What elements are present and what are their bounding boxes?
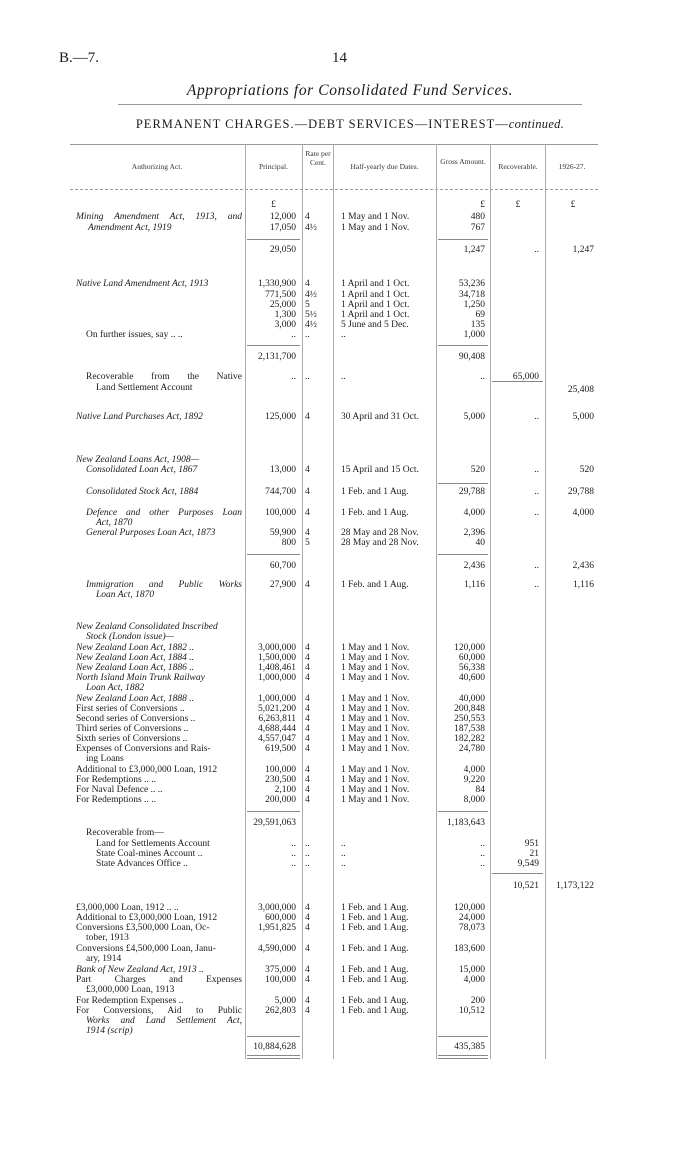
cell-gross: 4,000 (463, 765, 485, 775)
cell-gross: 24,000 (458, 913, 485, 923)
cell-recoverable: .. (534, 487, 539, 497)
cell-principal: 262,803 (265, 1006, 296, 1016)
cell-act: Recoverable from— (86, 828, 164, 838)
cell-act: For Redemptions .. .. (76, 775, 156, 785)
cell-principal: 27,900 (269, 580, 296, 590)
cell-gross: 200,848 (454, 704, 485, 714)
cell-rate: 4 (305, 1006, 310, 1016)
cell-act: State Coal-mines Account .. (96, 849, 203, 859)
cell-year: 520 (579, 465, 594, 475)
total-rule (438, 239, 488, 240)
total-rule (247, 554, 300, 555)
cell-year: 29,788 (567, 487, 594, 497)
cell-principal: 4,590,000 (258, 944, 296, 954)
cell-dates: 30 April and 31 Oct. (341, 412, 419, 422)
cell-rate: 5 (305, 538, 310, 548)
cell-dates: 1 May and 1 Nov. (341, 775, 410, 785)
cell-gross: 120,000 (454, 643, 485, 653)
cell-act: Additional to £3,000,000 Loan, 1912 (76, 913, 218, 923)
cell-principal: 1,000,000 (258, 694, 296, 704)
cell-gross: 4,000 (463, 975, 485, 985)
cell-gross: 5,000 (463, 412, 485, 422)
cell-dates: 1 May and 1 Nov. (341, 673, 410, 683)
cell-principal: .. (291, 330, 296, 340)
total-rule (438, 483, 488, 484)
cell-act: Loan Act, 1870 (96, 590, 155, 600)
cell-principal: .. (291, 372, 296, 382)
cell-act: Native Land Purchases Act, 1892 (76, 412, 203, 422)
cell-principal: 2,100 (274, 785, 296, 795)
cell-rate: 4 (305, 944, 310, 954)
column-rule (545, 144, 546, 1059)
cell-dates: .. (341, 849, 346, 859)
cell-gross: 69 (475, 310, 485, 320)
cell-rate: 4½ (305, 320, 317, 330)
unit-recoverable: £ (515, 200, 521, 210)
cell-rate: 4 (305, 795, 310, 805)
cell-principal: 600,000 (265, 913, 296, 923)
cell-gross: 9,220 (463, 775, 485, 785)
cell-recoverable: .. (534, 580, 539, 590)
cell-gross: 4,000 (463, 508, 485, 518)
cell-rate: 4 (305, 975, 310, 985)
cell-gross: 34,718 (458, 290, 485, 300)
cell-principal: .. (291, 859, 296, 869)
cell-principal: 375,000 (265, 965, 296, 975)
cell-act: tober, 1913 (86, 933, 129, 943)
cell-gross: 1,000 (463, 330, 485, 340)
cell-act: Additional to £3,000,000 Loan, 1912 (76, 765, 218, 775)
cell-gross: 53,236 (458, 279, 485, 289)
cell-act: North Island Main Trunk Railway (76, 673, 205, 683)
cell-act: On further issues, say .. .. (86, 330, 183, 340)
cell-dates: 5 June and 5 Dec. (341, 320, 409, 330)
cell-act: Act, 1870 (96, 518, 133, 528)
cell-principal: .. (291, 849, 296, 859)
cell-principal: 100,000 (265, 765, 296, 775)
cell-principal: 25,000 (269, 300, 296, 310)
cell-year: 1,116 (572, 580, 594, 590)
cell-recoverable: 65,000 (512, 372, 539, 382)
cell-rate: 4 (305, 765, 310, 775)
cell-principal: .. (291, 839, 296, 849)
cell-rate: 4 (305, 903, 310, 913)
cell-act: Native Land Amendment Act, 1913 (76, 279, 209, 289)
cell-act: Part Charges and Expenses (76, 975, 242, 985)
cell-recoverable: .. (534, 508, 539, 518)
cell-act: Stock (London issue)— (86, 632, 175, 642)
cell-rate: .. (305, 839, 310, 849)
cell-principal: 1,408,461 (258, 663, 296, 673)
cell-dates: 1 Feb. and 1 Aug. (341, 1006, 409, 1016)
cell-act: New Zealand Loan Act, 1888 .. (76, 694, 195, 704)
cell-gross: 1,116 (463, 580, 485, 590)
cell-dates: .. (341, 859, 346, 869)
col-header-year: 1926-27. (558, 162, 586, 171)
cell-dates: 1 April and 1 Oct. (341, 290, 410, 300)
cell-dates: 1 May and 1 Nov. (341, 223, 410, 233)
cell-gross: 200 (470, 996, 485, 1006)
cell-principal: 3,000,000 (258, 643, 296, 653)
cell-principal: 1,300 (274, 310, 296, 320)
cell-rate: 5½ (305, 310, 317, 320)
cell-dates: 1 May and 1 Nov. (341, 663, 410, 673)
cell-rate: 4 (305, 734, 310, 744)
cell-gross: 60,000 (458, 653, 485, 663)
cell-gross: 24,780 (458, 744, 485, 754)
cell-rate: 4 (305, 694, 310, 704)
cell-gross: 187,538 (454, 724, 485, 734)
cell-rate: 4 (305, 528, 310, 538)
cell-rate: 4 (305, 996, 310, 1006)
cell-act: Sixth series of Conversions .. (76, 734, 188, 744)
cell-dates: 1 April and 1 Oct. (341, 310, 410, 320)
cell-dates: 1 Feb. and 1 Aug. (341, 944, 409, 954)
cell-dates: 1 Feb. and 1 Aug. (341, 580, 409, 590)
cell-rate: 4 (305, 412, 310, 422)
cell-dates: 1 May and 1 Nov. (341, 643, 410, 653)
cell-dates: 1 Feb. and 1 Aug. (341, 923, 409, 933)
cell-act: New Zealand Loan Act, 1882 .. (76, 643, 195, 653)
col-header-act: Authorizing Act. (131, 162, 183, 171)
cell-act: For Naval Defence .. .. (76, 785, 163, 795)
cell-dates: 1 May and 1 Nov. (341, 795, 410, 805)
cell-rate: 4 (305, 487, 310, 497)
cell-rate: .. (305, 849, 310, 859)
cell-act: New Zealand Consolidated Inscribed (76, 622, 218, 632)
cell-gross: .. (480, 859, 485, 869)
cell-gross: .. (480, 372, 485, 382)
cell-principal: 200,000 (265, 795, 296, 805)
cell-dates: .. (341, 330, 346, 340)
cell-act: 1914 (scrip) (86, 1026, 133, 1036)
cell-principal: 4,688,444 (258, 724, 296, 734)
cell-dates: 1 May and 1 Nov. (341, 714, 410, 724)
cell-recoverable: 9,549 (517, 859, 539, 869)
cell-principal: 29,050 (269, 245, 296, 255)
cell-principal: 800 (281, 538, 296, 548)
cell-act: £3,000,000 Loan, 1913 (86, 985, 175, 995)
cell-principal: 3,000,000 (258, 903, 296, 913)
cell-act: Consolidated Loan Act, 1867 (86, 465, 198, 475)
cell-principal: 2,131,700 (258, 352, 296, 362)
total-rule (247, 1036, 300, 1037)
cell-rate: 4 (305, 279, 310, 289)
cell-principal: 17,050 (269, 223, 296, 233)
cell-year: 25,408 (567, 385, 594, 395)
cell-act: For Redemption Expenses .. (76, 996, 184, 1006)
title-rule (118, 104, 582, 105)
cell-rate: 4 (305, 714, 310, 724)
cell-dates: 1 Feb. and 1 Aug. (341, 487, 409, 497)
cell-gross: 250,553 (454, 714, 485, 724)
column-rule (333, 144, 334, 1059)
cell-gross: 520 (470, 465, 485, 475)
cell-act: Works and Land Settlement Act, (86, 1016, 242, 1026)
cell-gross: 78,073 (458, 923, 485, 933)
cell-rate: 5 (305, 300, 310, 310)
cell-principal: 744,700 (265, 487, 296, 497)
cell-principal: 12,000 (269, 212, 296, 222)
cell-rate: 4 (305, 923, 310, 933)
cell-dates: .. (341, 372, 346, 382)
page-number: 14 (332, 50, 347, 66)
cell-gross: 40,000 (458, 694, 485, 704)
cell-act: ary, 1914 (86, 954, 122, 964)
cell-rate: 4 (305, 663, 310, 673)
cell-dates: 1 Feb. and 1 Aug. (341, 965, 409, 975)
cell-principal: 29,591,063 (253, 818, 296, 828)
total-rule (247, 239, 300, 240)
cell-principal: 1,500,000 (258, 653, 296, 663)
cell-rate: 4 (305, 744, 310, 754)
total-rule (492, 873, 543, 874)
cell-principal: 1,000,000 (258, 673, 296, 683)
cell-year: 4,000 (572, 508, 594, 518)
cell-rate: .. (305, 859, 310, 869)
cell-act: New Zealand Loan Act, 1886 .. (76, 663, 195, 673)
cell-gross: 2,436 (463, 561, 485, 571)
cell-gross: 480 (470, 212, 485, 222)
cell-act: For Conversions, Aid to Public (76, 1006, 242, 1016)
cell-dates: 1 May and 1 Nov. (341, 212, 410, 222)
cell-act: Mining Amendment Act, 1913, and (76, 212, 242, 222)
cell-act: Second series of Conversions .. (76, 714, 196, 724)
cell-rate: 4 (305, 775, 310, 785)
cell-dates: 15 April and 15 Oct. (341, 465, 419, 475)
cell-dates: 28 May and 28 Nov. (341, 538, 419, 548)
cell-gross: 435,385 (454, 1042, 485, 1052)
cell-principal: 60,700 (269, 561, 296, 571)
column-rule (302, 144, 303, 1059)
cell-act: Recoverable from the Native (86, 372, 242, 382)
cell-gross: 1,183,643 (447, 818, 485, 828)
document-code: B.—7. (59, 50, 100, 66)
cell-gross: 40,600 (458, 673, 485, 683)
total-rule (492, 381, 543, 382)
subtitle-continued: continued. (508, 117, 565, 131)
cell-act: £3,000,000 Loan, 1912 .. .. (76, 903, 179, 913)
cell-year: 1,173,122 (556, 881, 594, 891)
cell-rate: 4 (305, 643, 310, 653)
cell-gross: 84 (475, 785, 485, 795)
cell-gross: 56,338 (458, 663, 485, 673)
cell-act: State Advances Office .. (96, 859, 188, 869)
cell-recoverable: .. (534, 412, 539, 422)
cell-principal: 4,557,047 (258, 734, 296, 744)
cell-gross: 10,512 (458, 1006, 485, 1016)
cell-act: New Zealand Loans Act, 1908— (76, 455, 200, 465)
cell-rate: 4 (305, 673, 310, 683)
cell-recoverable: 21 (529, 849, 539, 859)
cell-act: Amendment Act, 1919 (88, 223, 172, 233)
cell-gross: 135 (470, 320, 485, 330)
total-rule (438, 1036, 488, 1037)
cell-rate: .. (305, 372, 310, 382)
cell-principal: 3,000 (274, 320, 296, 330)
cell-dates: 1 May and 1 Nov. (341, 785, 410, 795)
table-top-rule (70, 144, 598, 145)
cell-act: New Zealand Loan Act, 1884 .. (76, 653, 195, 663)
cell-rate: 4 (305, 653, 310, 663)
cell-dates: 1 April and 1 Oct. (341, 300, 410, 310)
cell-rate: 4 (305, 212, 310, 222)
cell-act: Land for Settlements Account (96, 839, 210, 849)
cell-principal: 100,000 (265, 508, 296, 518)
total-rule (438, 811, 488, 812)
cell-dates: 1 Feb. and 1 Aug. (341, 996, 409, 1006)
cell-recoverable: .. (534, 561, 539, 571)
total-rule (438, 554, 488, 555)
cell-rate: 4 (305, 965, 310, 975)
cell-year: 5,000 (572, 412, 594, 422)
total-rule (247, 345, 300, 346)
cell-rate: 4 (305, 724, 310, 734)
cell-recoverable: 10,521 (512, 881, 539, 891)
cell-recoverable: .. (534, 245, 539, 255)
col-header-dates: Half-yearly due Dates. (350, 162, 419, 171)
cell-gross: 90,408 (458, 352, 485, 362)
cell-principal: 10,884,628 (253, 1042, 296, 1052)
column-rule (490, 144, 491, 1059)
cell-dates: 1 Feb. and 1 Aug. (341, 913, 409, 923)
cell-act: Land Settlement Account (96, 383, 193, 393)
cell-principal: 1,951,825 (258, 923, 296, 933)
page-title: Appropriations for Consolidated Fund Services. (186, 82, 514, 99)
cell-act: For Redemptions .. .. (76, 795, 156, 805)
total-rule (247, 811, 300, 812)
col-header-principal: Principal. (259, 162, 288, 171)
cell-dates: 1 May and 1 Nov. (341, 704, 410, 714)
cell-dates: 1 May and 1 Nov. (341, 653, 410, 663)
cell-dates: 1 Feb. and 1 Aug. (341, 508, 409, 518)
cell-principal: 13,000 (269, 465, 296, 475)
cell-gross: .. (480, 849, 485, 859)
cell-dates: 1 Feb. and 1 Aug. (341, 975, 409, 985)
cell-recoverable: 951 (524, 839, 539, 849)
cell-act: Expenses of Conversions and Rais- (76, 744, 211, 754)
cell-gross: 183,600 (454, 944, 485, 954)
cell-act: Defence and other Purposes Loan (86, 508, 242, 518)
col-header-rate: Rate per Cent. (305, 149, 331, 167)
cell-act: Conversions £4,500,000 Loan, Janu- (76, 944, 216, 954)
cell-principal: 59,900 (269, 528, 296, 538)
total-rule (438, 345, 488, 346)
cell-dates: 28 May and 28 Nov. (341, 528, 419, 538)
cell-dates: 1 May and 1 Nov. (341, 724, 410, 734)
cell-rate: .. (305, 330, 310, 340)
cell-principal: 1,330,900 (258, 279, 296, 289)
cell-act: ing Loans (86, 754, 124, 764)
cell-dates: 1 May and 1 Nov. (341, 744, 410, 754)
cell-rate: 4 (305, 704, 310, 714)
unit-year: £ (570, 200, 576, 210)
cell-gross: 120,000 (454, 903, 485, 913)
cell-act: Immigration and Public Works (86, 580, 242, 590)
cell-gross: 40 (475, 538, 485, 548)
section-subtitle (0, 117, 700, 132)
cell-principal: 5,000 (274, 996, 296, 1006)
total-double-rule (247, 1055, 300, 1059)
cell-gross: .. (480, 839, 485, 849)
cell-gross: 182,282 (454, 734, 485, 744)
cell-dates: 1 May and 1 Nov. (341, 694, 410, 704)
cell-gross: 8,000 (463, 795, 485, 805)
cell-act: Conversions £3,500,000 Loan, Oc- (76, 923, 210, 933)
cell-rate: 4 (305, 580, 310, 590)
cell-dates: 1 April and 1 Oct. (341, 279, 410, 289)
total-double-rule (438, 1055, 488, 1059)
col-header-recoverable: Recoverable. (498, 162, 538, 171)
cell-recoverable: .. (534, 465, 539, 475)
cell-act: Third series of Conversions .. (76, 724, 189, 734)
cell-principal: 619,500 (265, 744, 296, 754)
cell-year: 2,436 (572, 561, 594, 571)
cell-act: First series of Conversions .. (76, 704, 185, 714)
cell-gross: 1,247 (463, 245, 485, 255)
cell-principal: 6,263,811 (258, 714, 296, 724)
subtitle-main: PERMANENT CHARGES.—DEBT SERVICES—INTEREST— (135, 117, 509, 131)
cell-dates: 1 May and 1 Nov. (341, 734, 410, 744)
cell-gross: 767 (470, 223, 485, 233)
cell-principal: 230,500 (265, 775, 296, 785)
cell-principal: 125,000 (265, 412, 296, 422)
cell-dates: 1 May and 1 Nov. (341, 765, 410, 775)
cell-act: Loan Act, 1882 (86, 683, 145, 693)
cell-dates: 1 Feb. and 1 Aug. (341, 903, 409, 913)
cell-rate: 4½ (305, 223, 317, 233)
unit-gross: £ (480, 200, 485, 210)
cell-year: 1,247 (572, 245, 594, 255)
cell-gross: 29,788 (458, 487, 485, 497)
cell-principal: 771,500 (265, 290, 296, 300)
cell-gross: 1,250 (463, 300, 485, 310)
header-bottom-rule (70, 189, 598, 190)
cell-principal: 100,000 (265, 975, 296, 985)
unit-principal: £ (271, 200, 276, 210)
cell-act: Bank of New Zealand Act, 1913 .. (76, 965, 204, 975)
cell-rate: 4 (305, 465, 310, 475)
cell-principal: 5,021,200 (258, 704, 296, 714)
cell-act: Consolidated Stock Act, 1884 (86, 487, 199, 497)
cell-gross: 15,000 (458, 965, 485, 975)
cell-dates: .. (341, 839, 346, 849)
cell-rate: 4 (305, 913, 310, 923)
col-header-gross: Gross Amount. (440, 157, 486, 166)
cell-rate: 4 (305, 785, 310, 795)
cell-gross: 2,396 (463, 528, 485, 538)
cell-rate: 4 (305, 508, 310, 518)
cell-act: General Purposes Loan Act, 1873 (86, 528, 216, 538)
cell-rate: 4½ (305, 290, 317, 300)
